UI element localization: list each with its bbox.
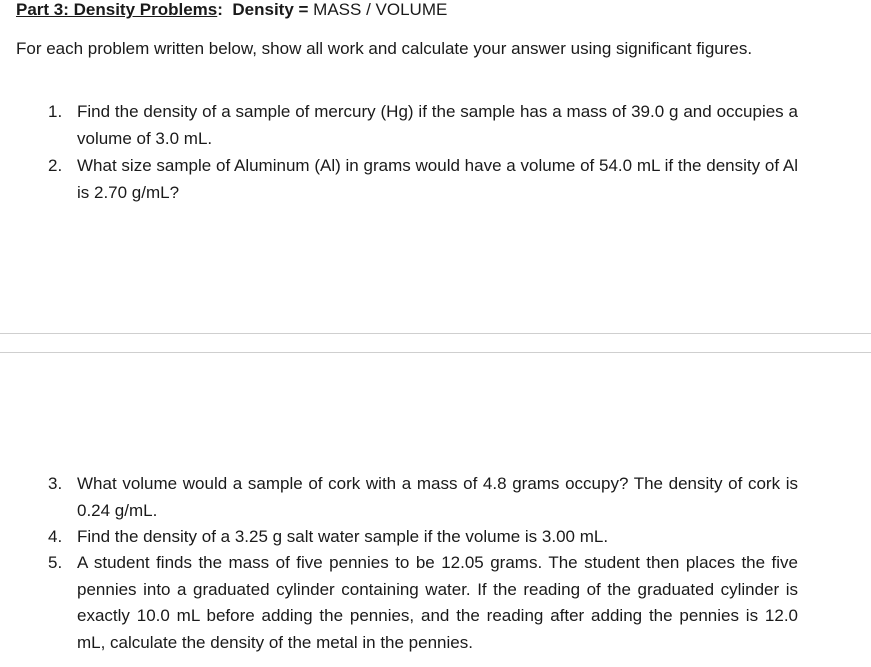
problem-text: Find the density of a 3.25 g salt water sample if the volume is 3.00 mL. <box>77 527 609 546</box>
divider-line <box>0 352 871 353</box>
problem-text: What size sample of Aluminum (Al) in grams would have a volume of 54.0 mL if the density of Al is 2.70 g/mL? <box>77 156 798 202</box>
density-formula <box>232 0 447 19</box>
problem-item <box>48 550 798 656</box>
problem-number: 2. <box>48 156 63 175</box>
formula-label: Density = <box>232 0 314 19</box>
problem-item <box>48 471 798 524</box>
problem-number: 4. <box>48 527 63 546</box>
problem-text: Find the density of a sample of mercury (Hg) if the sample has a mass of 39.0 g and occupies a volume of 3.0 mL. <box>77 102 798 148</box>
instructions-paragraph: For each problem written below, show all work and calculate your answer using significant figures. <box>16 39 753 58</box>
problem-item <box>48 153 798 206</box>
problem-text: What volume would a sample of cork with a mass of 4.8 grams occupy? The density of cork is 0.24 g/mL. <box>77 474 798 520</box>
formula-text: MASS / VOLUME <box>313 0 448 19</box>
heading-colon: : <box>217 0 223 19</box>
problem-number: 3. <box>48 474 63 493</box>
problem-item <box>48 524 798 551</box>
problem-text: A student finds the mass of five pennies to be 12.05 grams. The student then places the five pennies into a graduated cylinder containing water. If the reading of the graduated cylinder is exactly 10.0 mL before adding the pennies, and the reading after adding the pennies is 12.0 mL, calculate the density of the metal in the pennies. <box>77 553 798 652</box>
divider-line <box>0 333 871 334</box>
problem-item <box>48 99 798 152</box>
problem-number: 5. <box>48 553 63 572</box>
part-title: Part 3: Density Problems <box>16 0 218 19</box>
section-heading <box>16 0 447 20</box>
problem-number: 1. <box>48 102 63 121</box>
